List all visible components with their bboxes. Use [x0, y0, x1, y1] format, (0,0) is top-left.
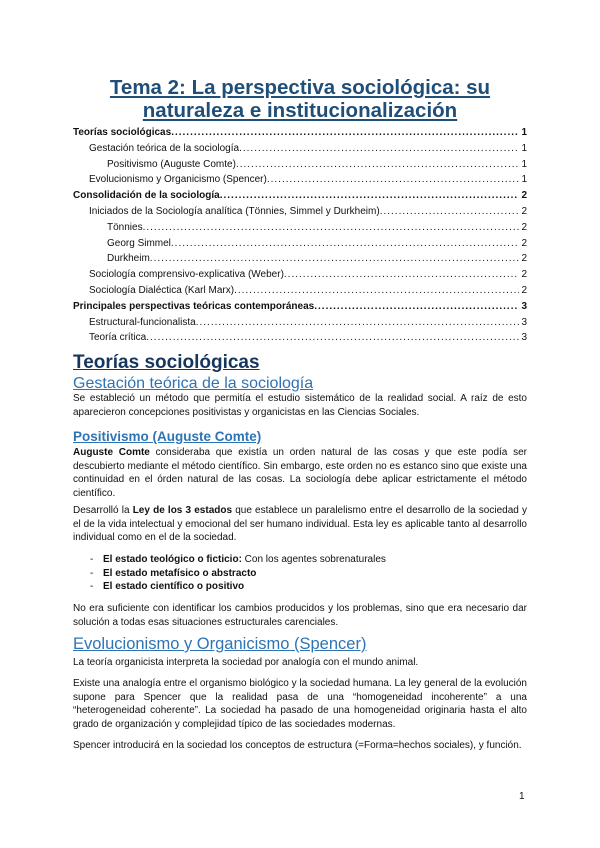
text: consideraba que existía un orden natural de las cosas y que este podía ser descubierto mediante el método científico. Sin embargo, este orden no es estanco sino que existe una continuidad en el órden natural de las cosas. La sociología debe aplicar estrictamente el método científico. [73, 447, 527, 499]
heading-text: Teorías sociológicas [73, 352, 260, 373]
toc-page-number: 2 [521, 190, 527, 202]
toc-leader-dots [143, 220, 520, 236]
heading-evolucionismo [73, 635, 527, 654]
toc-entry[interactable] [73, 125, 527, 141]
estados-list [73, 553, 527, 594]
document-title: Tema 2: La perspectiva sociológica: su naturaleza e institucionalización [109, 76, 491, 122]
toc-entry-label: Teoría crítica [89, 332, 147, 344]
toc-leader-dots [239, 141, 519, 157]
text: Desarrolló la [73, 505, 133, 516]
toc-entry[interactable] [73, 330, 527, 346]
toc-page-number: 2 [521, 253, 527, 265]
bold-text: Auguste Comte [73, 447, 150, 458]
toc-entry-label: Teorías sociológicas [73, 127, 172, 138]
heading-text: Gestación teórica de la sociología [73, 375, 314, 392]
toc-page-number: 3 [521, 332, 527, 344]
toc-entry[interactable] [73, 236, 527, 252]
toc-page-number: 3 [521, 300, 527, 312]
paragraph-no-era: No era suficiente con identificar los cambios producidos y los problemas, sino que era necesario dar solución a todas esas situaciones estructurales carenciales. [73, 603, 527, 628]
toc-page-number: 2 [521, 269, 527, 281]
toc-leader-dots [150, 251, 520, 267]
heading-gestacion [73, 374, 527, 393]
paragraph-org1: La teoría organicista interpreta la sociedad por analogía con el mundo animal. [73, 657, 419, 668]
bold-text: El estado teológico o ficticio: [103, 554, 242, 565]
toc-leader-dots [314, 299, 519, 315]
heading-teorias [73, 352, 527, 374]
text: Con los agentes sobrenaturales [241, 554, 386, 565]
toc-entry[interactable] [73, 157, 527, 173]
toc-entry-label: Sociología Dialéctica (Karl Marx) [89, 284, 235, 296]
toc-entry-label: Evolucionismo y Organicismo (Spencer) [89, 174, 267, 186]
table-of-contents [73, 125, 527, 346]
toc-page-number: 2 [521, 237, 527, 249]
toc-entry[interactable] [73, 283, 527, 299]
toc-leader-dots [234, 283, 519, 299]
paragraph-ley [73, 504, 527, 545]
toc-leader-dots [171, 125, 519, 141]
toc-page-number: 1 [521, 127, 527, 138]
toc-entry-label: Gestación teórica de la sociología [89, 142, 240, 154]
toc-page-number: 2 [521, 221, 527, 233]
paragraph-org2: Existe una analogía entre el organismo biológico y la sociedad humana. La ley general de la evolución supone para Spencer que la realidad pasa de una “homogeneidad incoherente” a una “heterogeneidad coherente”. La sociedad ha pasado de una homogeneidad originaria hasta el alto grado de organización y complejidad típico de las sociedades modernas. [73, 678, 527, 730]
toc-page-number: 3 [521, 316, 527, 328]
toc-entry-label: Georg Simmel [107, 237, 171, 249]
toc-entry[interactable] [73, 204, 527, 220]
toc-entry[interactable] [73, 220, 527, 236]
paragraph-comte [73, 446, 527, 500]
toc-entry-label: Tönnies [107, 221, 143, 233]
heading-positivismo [73, 428, 527, 445]
heading-text: Positivismo (Auguste Comte) [73, 429, 262, 444]
paragraph-gestacion: Se estableció un método que permitía el estudio sistemático de la realidad social. A raíz de esto aparecieron concepciones positivistas y organicistas en las Ciencias Sociales. [73, 393, 527, 418]
toc-leader-dots [236, 157, 520, 173]
page-number: 1 [519, 791, 525, 802]
toc-entry-label: Positivismo (Auguste Comte) [107, 158, 236, 170]
toc-page-number: 1 [521, 142, 527, 154]
list-item [73, 567, 527, 581]
toc-entry[interactable] [73, 141, 527, 157]
toc-entry[interactable] [73, 267, 527, 283]
list-item [73, 580, 527, 594]
toc-page-number: 1 [521, 174, 527, 186]
toc-entry-label: Consolidación de la sociología [73, 190, 220, 202]
toc-entry[interactable] [73, 172, 527, 188]
bold-text: Ley de los 3 estados [132, 505, 233, 516]
list-item [73, 553, 527, 567]
toc-entry-label: Durkheim [107, 253, 150, 265]
toc-entry-label: Estructural-funcionalista [89, 316, 196, 328]
toc-page-number: 2 [521, 205, 527, 217]
text: que establece un paralelismo entre el desarrollo de la sociedad y el de la vida intelectual y emocional del ser humano individual. Esta ley es aplicable tanto al desarrollo individual como en el de la sociedad. [73, 505, 527, 544]
toc-entry-label: Sociología comprensivo-explicativa (Weber) [89, 269, 284, 281]
toc-entry[interactable] [73, 299, 527, 315]
toc-leader-dots [220, 188, 520, 204]
toc-page-number: 2 [521, 284, 527, 296]
bold-text: El estado científico o positivo [103, 581, 245, 593]
toc-leader-dots [146, 330, 519, 346]
toc-leader-dots [267, 172, 520, 188]
toc-entry[interactable] [73, 188, 527, 204]
toc-page-number: 1 [521, 158, 527, 170]
toc-leader-dots [171, 236, 520, 252]
toc-entry[interactable] [73, 251, 527, 267]
toc-leader-dots [284, 267, 520, 283]
toc-entry-label: Iniciados de la Sociología analítica (Tönnies, Simmel y Durkheim) [89, 205, 380, 217]
toc-entry[interactable] [73, 315, 527, 331]
toc-leader-dots [196, 315, 520, 331]
bold-text: El estado metafísico o abstracto [103, 567, 257, 579]
toc-entry-label: Principales perspectivas teóricas contemporáneas [73, 300, 315, 312]
heading-text: Evolucionismo y Organicismo (Spencer) [73, 635, 367, 653]
toc-leader-dots [380, 204, 520, 220]
paragraph-org3: Spencer introducirá en la sociedad los conceptos de estructura (=Forma=hechos sociales), y función. [73, 740, 522, 751]
